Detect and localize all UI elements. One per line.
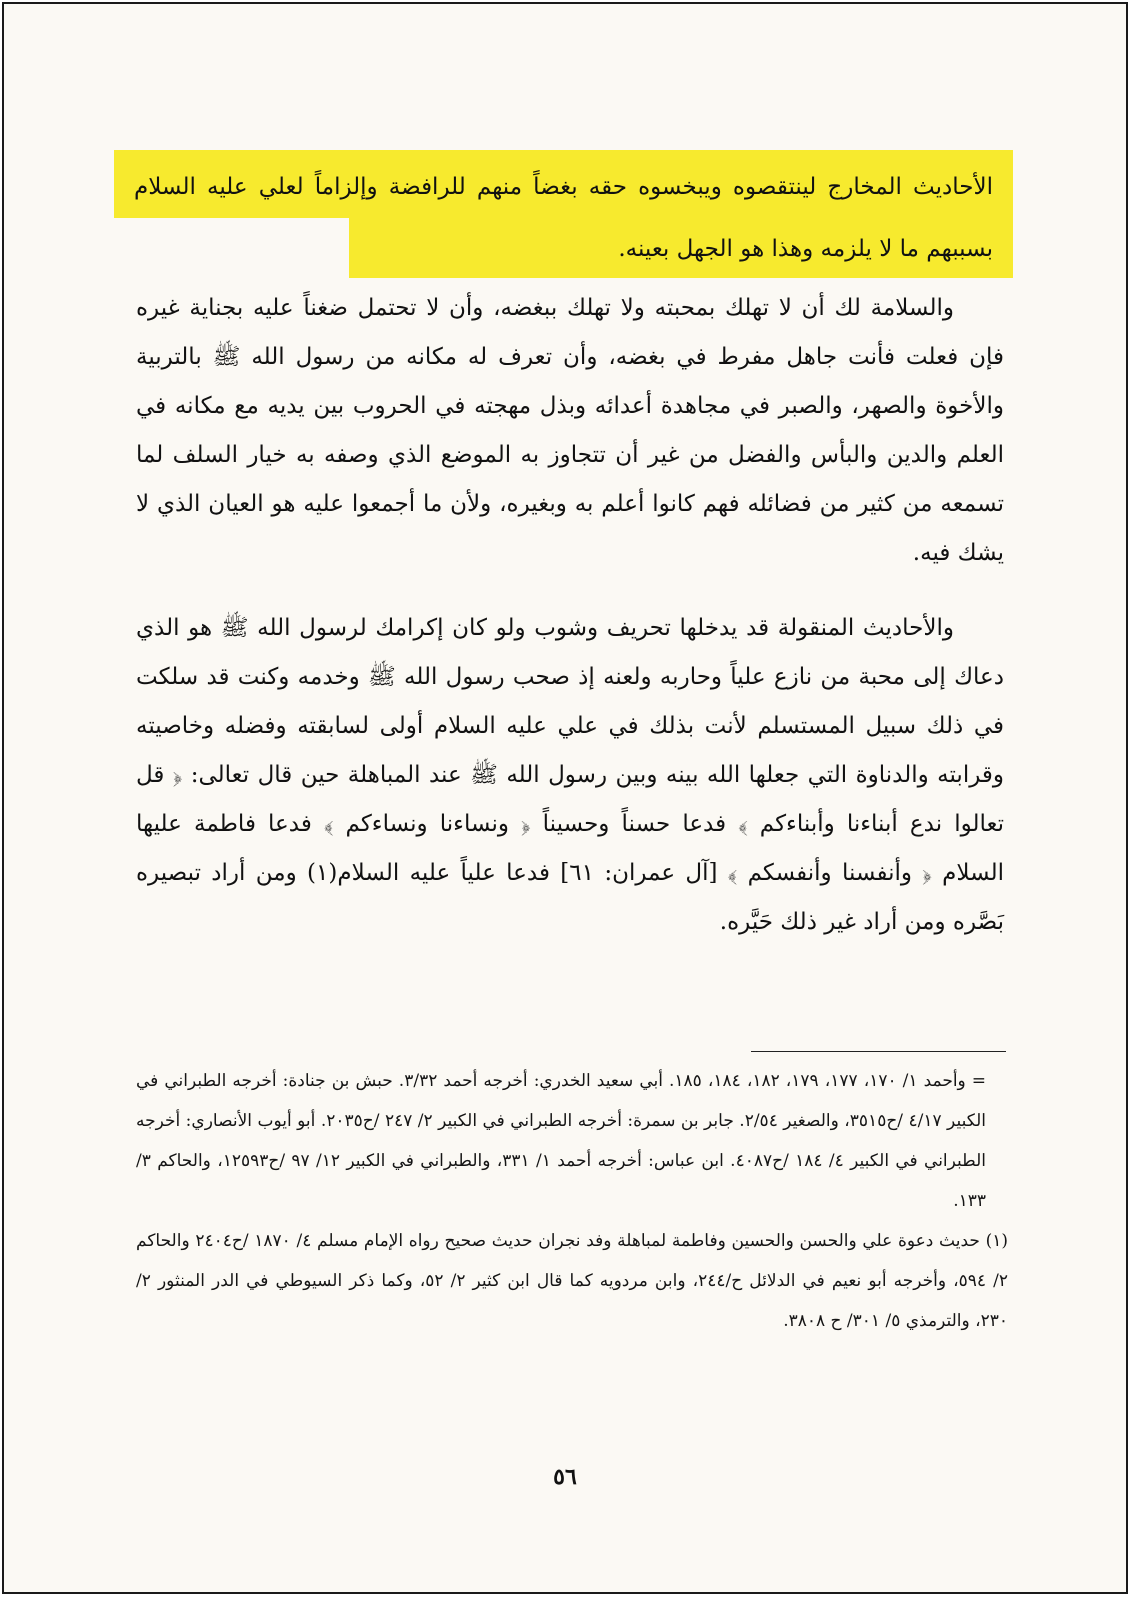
footnote-continued: = وأحمد ١/ ١٧٠، ١٧٧، ١٧٩، ١٨٢، ١٨٤، ١٨٥. أبي سعيد الخدري: أخرجه أحمد ٣/٣٢. حبش بن جنادة: أخرجه الطبراني في الكبير ٤/١٧ /ح٣٥١٥، والصغير ٢/٥٤. جابر بن سمرة: أخرجه الطبراني في الكبير ٢/ ٢٤٧ /ح٢٠٣٥. أبو أيوب الأنصاري: أخرجه الطبراني في الكبير ٤/ ١٨٤ /ح٤٠٨٧. ابن عباس: أخرجه أحمد ١/ ٣٣١، والطبراني في الكبير ١٢/ ٩٧ /ح١٢٥٩٣، والحاكم ٣/ ١٣٣. [136,1071,987,1211]
page-number: ٥٦ [553,1464,577,1490]
main-body-text [136,284,1004,971]
footnote-1: (١) حديث دعوة علي والحسن والحسين وفاطمة لمباهلة وفد نجران حديث صحيح رواه الإمام مسلم ٤/ ١٨٧٠ /ح٢٤٠٤ والحاكم ٢/ ٥٩٤، وأخرجه أبو نعيم في الدلائل ح/٢٤٤، وابن مردويه كما قال ابن كثير ٢/ ٥٢، وكما ذكر السيوطي في الدر المنثور ٢/ ٢٣٠، والترمذي ٥/ ٣٠١/ ح ٣٨٠٨. [136,1231,1009,1331]
footnotes [136,1061,1008,1341]
footnote-separator [751,1051,1006,1052]
highlighted-passage [114,150,1013,278]
highlighted-text: الأحاديث المخارج لينتقصوه ويبخسوه حقه بغضاً منهم للرافضة وإلزاماً لعلي عليه السلام بسببهم ما لا يلزمه وهذا هو الجهل بعينه. [134,174,993,262]
paragraph-1: والسلامة لك أن لا تهلك بمحبته ولا تهلك ببغضه، وأن لا تحتمل ضغناً عليه بجناية غيره فإن فعلت فأنت جاهل مفرط في بغضه، وأن تعرف له مكانه من رسول الله ﷺ بالتربية والأخوة والصهر، والصبر في مجاهدة أعدائه وبذل مهجته في الحروب بين يديه مع مكانه في العلم والدين والبأس والفضل من غير أن تتجاوز به الموضع الذي وصفه به خيار السلف لما تسمعه من كثير من فضائله فهم كانوا أعلم به وبغيره، ولأن ما أجمعوا عليه هو العيان الذي لا يشك فيه. [136,295,1004,566]
document-page [2,2,1128,1594]
paragraph-2: والأحاديث المنقولة قد يدخلها تحريف وشوب ولو كان إكرامك لرسول الله ﷺ هو الذي دعاك إلى محبة من نازع علياً وحاربه ولعنه إذ صحب رسول الله ﷺ وخدمه وكنت قد سلكت في ذلك سبيل المستسلم لأنت بذلك في علي عليه السلام أولى لسابقته وفضله وخاصيته وقرابته والدناوة التي جعلها الله بينه وبين رسول الله ﷺ عند المباهلة حين قال تعالى: ﴿ قل تعالوا ندع أبناءنا وأبناءكم ﴾ فدعا حسناً وحسيناً ﴿ ونساءنا ونساءكم ﴾ فدعا فاطمة عليها السلام ﴿ وأنفسنا وأنفسكم ﴾ [آل عمران: ٦١] فدعا علياً عليه السلام(١) ومن أراد تبصيره بَصَّره ومن أراد غير ذلك حَيَّره. [136,615,1005,935]
